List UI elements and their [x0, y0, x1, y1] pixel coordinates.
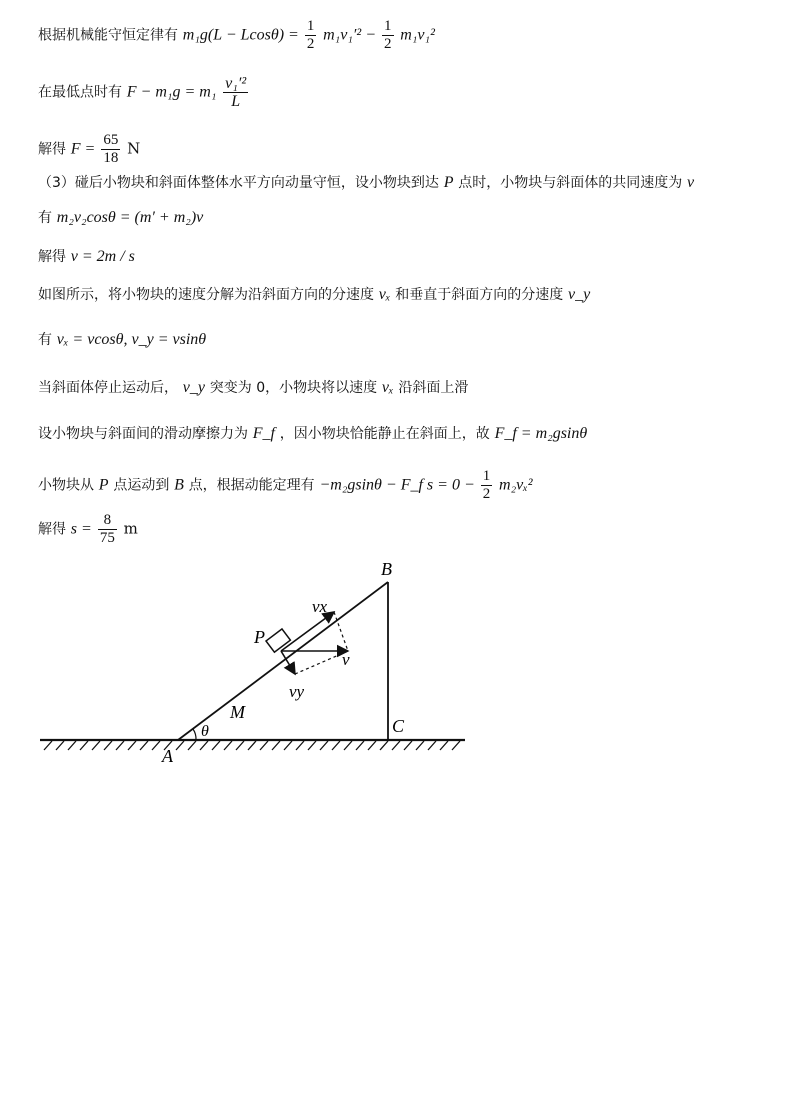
- unit: m: [123, 519, 138, 538]
- label-M: M: [230, 702, 245, 722]
- fraction: [98, 512, 117, 547]
- paragraph-work-energy: [38, 468, 533, 503]
- equation-solve-v: [38, 246, 135, 267]
- text: ，因小物块恰能静止在斜面上，故: [279, 426, 490, 442]
- text: （3）碰后小物块和斜面体整体水平方向动量守恒，设小物块到达: [38, 175, 439, 191]
- label-vx: vx: [312, 597, 328, 616]
- label-C: C: [392, 716, 405, 736]
- math-expr: −m₂gsinθ − F_f s = 0 −: [319, 476, 479, 494]
- fraction: [223, 75, 248, 110]
- math-expr: F − m₁g = m₁: [126, 83, 217, 101]
- label-A: A: [162, 746, 173, 766]
- text: 沿斜面上滑: [398, 380, 469, 396]
- text: 小物块从: [38, 477, 94, 494]
- var-vy: v_y: [182, 379, 205, 396]
- block-P: [266, 629, 290, 652]
- text: 设小物块与斜面间的滑动摩擦力为: [38, 426, 248, 442]
- paragraph-part3: [38, 172, 694, 193]
- text-prefix: 解得: [38, 249, 66, 265]
- text-prefix: 有: [38, 210, 52, 226]
- angle-arc: [193, 729, 196, 740]
- text: 点运动到: [113, 477, 170, 494]
- text: 点，根据动能定理有: [188, 477, 315, 494]
- label-B: B: [381, 559, 392, 579]
- denominator: 18: [103, 150, 119, 166]
- math-expr: v = 2m / s: [70, 248, 135, 265]
- math-expr: m₂v₂cosθ = (m′ + m₂)v: [56, 209, 204, 226]
- paragraph-friction: [38, 423, 587, 444]
- var-P: P: [98, 476, 109, 494]
- paragraph-stop: [38, 377, 468, 398]
- math-expr: F =: [70, 140, 100, 158]
- numerator: 8: [98, 512, 117, 530]
- math-expr: s =: [70, 520, 96, 538]
- text: 点时，小物块与斜面体的共同速度为: [458, 175, 683, 191]
- var-vx: vₓ: [381, 379, 394, 396]
- numerator: 1: [482, 468, 491, 484]
- label-vy: vy: [289, 682, 305, 701]
- math-expr: vₓ = vcosθ, v_y = vsinθ: [56, 331, 207, 348]
- equation-momentum: [38, 207, 203, 228]
- equation-components: [38, 329, 206, 350]
- numerator: 1: [306, 18, 315, 34]
- var-vx: vₓ: [378, 286, 391, 303]
- denominator: 2: [384, 36, 392, 52]
- text-prefix: 有: [38, 332, 52, 348]
- numerator: v₁′²: [225, 75, 247, 92]
- var-v: v: [687, 174, 695, 191]
- label-theta: θ: [201, 723, 209, 740]
- equation-solve-F: [38, 132, 140, 167]
- fraction: [305, 18, 317, 53]
- math-expr: m₁g(L − Lcosθ) =: [182, 26, 303, 44]
- text: 如图所示，将小物块的速度分解为沿斜面方向的分速度: [38, 287, 374, 303]
- vector-vx: [281, 612, 334, 651]
- text-prefix: 根据机械能守恒定律有: [38, 27, 178, 44]
- fraction: [481, 468, 493, 503]
- text-prefix: 解得: [38, 521, 66, 538]
- incline-diagram: [0, 555, 800, 815]
- denominator: 2: [482, 486, 491, 502]
- paragraph-decompose: [38, 284, 590, 305]
- equation-energy-conservation: [38, 18, 435, 53]
- text: 和垂直于斜面方向的分速度: [395, 287, 564, 303]
- numerator: 65: [103, 132, 119, 148]
- math-expr: m₁v₁²: [400, 26, 435, 44]
- ground-hatching: [44, 741, 460, 750]
- var-Ff: F_f: [252, 425, 275, 442]
- math-expr: F_f = m₂gsinθ: [494, 425, 588, 442]
- text: 当斜面体停止运动后，: [38, 380, 178, 396]
- text: 突变为 0，小物块将以速度: [209, 380, 378, 396]
- text-prefix: 解得: [38, 141, 66, 158]
- dashed-projection: [295, 651, 348, 674]
- denominator: 2: [306, 36, 315, 52]
- unit: N: [127, 139, 141, 158]
- denominator: 75: [99, 530, 115, 546]
- fraction: [382, 18, 394, 53]
- equation-lowest-point: [38, 75, 250, 110]
- math-expr: m₁v₁′² −: [323, 26, 380, 44]
- var-B: B: [174, 476, 184, 494]
- text-prefix: 在最低点时有: [38, 84, 122, 101]
- label-P: P: [254, 627, 265, 647]
- var-vy: v_y: [568, 286, 591, 303]
- denominator: L: [231, 93, 241, 110]
- math-expr: m₂vₓ²: [499, 476, 533, 494]
- label-v: v: [342, 650, 350, 669]
- var-P: P: [443, 174, 454, 191]
- numerator: 1: [384, 18, 392, 34]
- fraction: [101, 132, 120, 167]
- equation-solve-s: [38, 512, 138, 547]
- incline-surface: [178, 582, 388, 740]
